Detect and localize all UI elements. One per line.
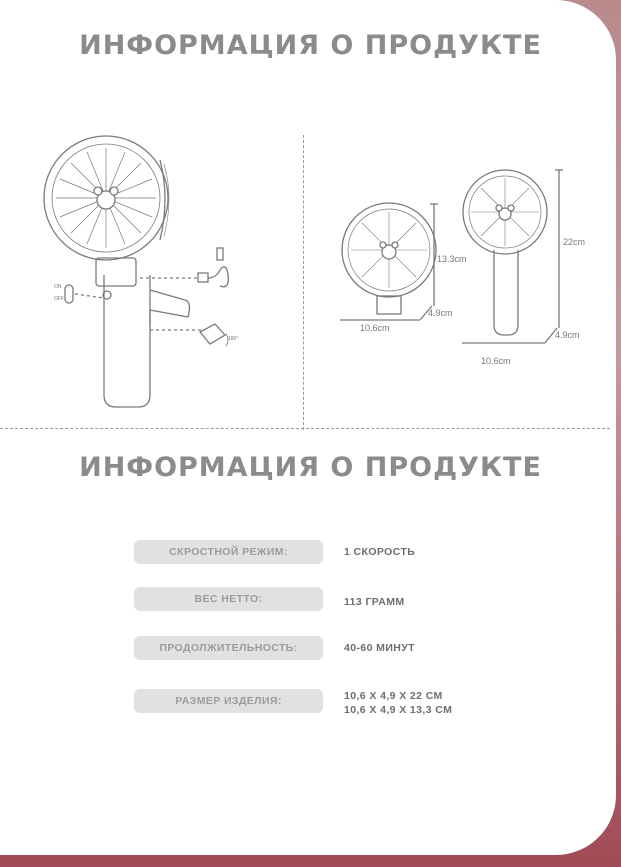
- spec-value: [344, 689, 452, 717]
- spec-value-line: 10,6 Х 4,9 Х 13,3 СМ: [344, 704, 453, 716]
- spec-value: 1 СКОРОСТЬ: [344, 546, 416, 558]
- fan-small-dimensioned: [340, 203, 438, 320]
- spec-value-line: 10,6 Х 4,9 Х 22 СМ: [344, 690, 443, 702]
- horizontal-divider: [0, 428, 610, 429]
- product-diagram: [0, 120, 616, 420]
- spec-value: 113 ГРАММ: [344, 596, 405, 608]
- small-width-label: 10.6cm: [360, 323, 390, 333]
- fan-large-dimensioned: [462, 170, 563, 343]
- large-height-label: 22cm: [563, 237, 586, 247]
- fan-illustration-left: [44, 136, 228, 407]
- vertical-divider: [303, 135, 304, 430]
- page-title-top: ИНФОРМАЦИЯ О ПРОДУКТЕ: [79, 30, 542, 61]
- switch-off-label: OFF: [54, 296, 64, 302]
- spec-row-weight: [0, 587, 616, 617]
- small-height-label: 13.3cm: [437, 254, 467, 264]
- rotation-label: 180°: [228, 336, 239, 342]
- large-depth-label: 4.9cm: [555, 330, 580, 340]
- spec-row-speed: [0, 540, 616, 570]
- page-title-bottom: ИНФОРМАЦИЯ О ПРОДУКТЕ: [79, 452, 542, 483]
- small-depth-label: 4.9cm: [428, 308, 453, 318]
- spec-value: 40-60 МИНУТ: [344, 642, 415, 654]
- spec-label: РАЗМЕР ИЗДЕЛИЯ:: [134, 689, 323, 713]
- switch-on-label: ON: [54, 284, 62, 290]
- spec-label: СКРОСТНОЙ РЕЖИМ:: [134, 540, 323, 564]
- spec-label: ВЕС НЕТТО:: [134, 587, 323, 611]
- spec-row-size: [0, 689, 616, 719]
- spec-label: ПРОДОЛЖИТЕЛЬНОСТЬ:: [134, 636, 323, 660]
- spec-row-duration: [0, 636, 616, 666]
- large-width-label: 10.6cm: [481, 356, 511, 366]
